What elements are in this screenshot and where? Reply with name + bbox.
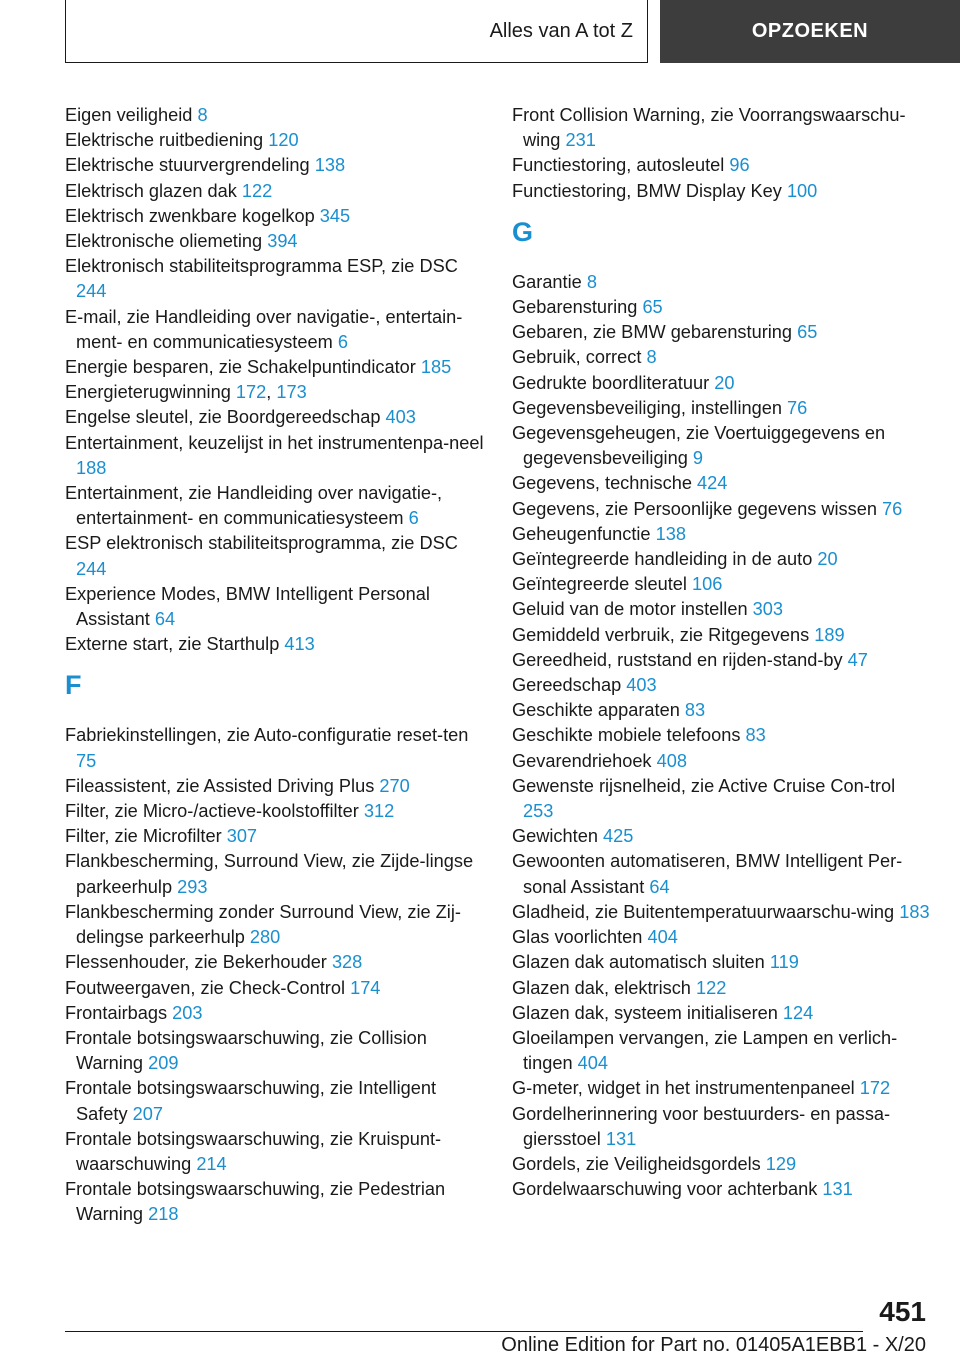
page-link[interactable]: 173	[276, 382, 307, 403]
index-entry	[65, 1001, 485, 1026]
index-entry	[65, 900, 485, 950]
index-term: Geluid van de motor instellen	[512, 599, 748, 620]
page-link[interactable]: 403	[626, 675, 657, 696]
index-entry	[512, 774, 930, 824]
index-term: Gordelherinnering voor bestuurders- en passa-giersstoel	[512, 1103, 891, 1149]
page-link[interactable]: 75	[76, 750, 97, 771]
index-entry	[65, 723, 485, 773]
index-term: Filter, zie Microfilter	[65, 826, 222, 847]
index-entry	[65, 103, 485, 128]
index-term: Energieterugwinning	[65, 382, 231, 403]
index-term: Experience Modes, BMW Intelligent Personal Assistant	[65, 583, 430, 630]
index-term: Flankbescherming zonder Surround View, zie Zij-delingse parkeerhulp	[65, 901, 461, 948]
page-link[interactable]: 404	[647, 927, 678, 948]
index-entry	[65, 632, 485, 657]
index-entry	[65, 355, 485, 380]
page-link[interactable]: 64	[154, 609, 176, 630]
page-header	[65, 0, 960, 64]
index-term: Functiestoring, BMW Display Key	[512, 180, 782, 201]
index-term: Gebarensturing	[512, 297, 638, 318]
page-link[interactable]: 185	[420, 357, 452, 378]
index-term: Gereedheid, ruststand en rijden-stand-by	[512, 649, 843, 670]
page-link[interactable]: 129	[765, 1153, 797, 1174]
page-link[interactable]: 106	[691, 574, 723, 595]
page-link[interactable]: 413	[284, 634, 315, 655]
index-entry	[512, 1026, 930, 1076]
page-link[interactable]: 174	[350, 977, 381, 998]
page-link[interactable]: 172	[859, 1078, 891, 1099]
index-term: Glazen dak automatisch sluiten	[512, 952, 765, 973]
page-link[interactable]: 244	[76, 281, 107, 302]
index-entry	[512, 925, 930, 950]
index-entry	[65, 976, 485, 1001]
index-entry	[512, 320, 930, 345]
page-link[interactable]: 65	[642, 297, 663, 318]
page-link[interactable]: 404	[577, 1053, 608, 1074]
page-link[interactable]: 214	[196, 1153, 227, 1174]
page-link[interactable]: 76	[787, 397, 808, 418]
page-link[interactable]: 183	[899, 901, 930, 922]
index-term: Gladheid, zie Buitentemperatuurwaarschu-wing	[512, 901, 895, 922]
page-link[interactable]: 270	[379, 775, 410, 796]
footer-text: Online Edition for Part no. 01405A1EBB1 - X/20	[501, 1334, 926, 1356]
page-link[interactable]: 425	[603, 826, 634, 847]
index-entry	[512, 572, 930, 597]
index-term: Geïntegreerde handleiding in de auto	[512, 549, 813, 570]
page-link[interactable]: 209	[148, 1053, 179, 1074]
index-entry	[65, 774, 485, 799]
page-number: 451	[879, 1296, 926, 1327]
index-term: Frontale botsingswaarschuwing, zie Intelligent Safety	[65, 1078, 437, 1124]
index-term: Flankbescherming, Surround View, zie Zijde-lingse parkeerhulp	[65, 851, 474, 897]
page-link[interactable]: 328	[331, 952, 363, 973]
page-link[interactable]: 8	[646, 347, 657, 368]
index-entry	[65, 431, 485, 481]
index-term: Gewenste rijsnelheid, zie Active Cruise Con-trol	[512, 775, 896, 796]
index-term: Gedrukte boordliteratuur	[512, 372, 710, 393]
index-entry	[512, 824, 930, 849]
index-entry	[512, 648, 930, 673]
index-entry	[512, 1102, 930, 1152]
index-term: Front Collision Warning, zie Voorrangswaarschu-wing	[512, 105, 906, 151]
index-term: Externe start, zie Starthulp	[65, 634, 280, 655]
index-term: Entertainment, zie Handleiding over navigatie-, entertainment- en communicatiesysteem	[65, 483, 443, 529]
index-entry	[65, 405, 485, 430]
index-entry	[65, 254, 485, 304]
index-term: Engelse sleutel, zie Boordgereedschap	[65, 407, 381, 428]
page-link[interactable]: 131	[605, 1128, 637, 1149]
page-link[interactable]: 9	[692, 448, 704, 469]
index-entry	[512, 396, 930, 421]
index-term: Glazen dak, systeem initialiseren	[512, 1002, 778, 1023]
index-term: Geschikte apparaten	[512, 700, 680, 721]
index-term: Geheugenfunctie	[512, 523, 651, 544]
page-link[interactable]: 424	[697, 473, 728, 494]
index-entry	[65, 1026, 485, 1076]
index-term: Elektronisch stabiliteitsprogramma ESP, zie DSC	[65, 256, 458, 277]
index-entry	[65, 305, 485, 355]
index-entry	[512, 103, 930, 153]
index-entry	[512, 522, 930, 547]
index-term: Gebruik, correct	[512, 347, 642, 368]
page-link[interactable]: 218	[148, 1204, 179, 1225]
page-link[interactable]: 138	[314, 155, 346, 176]
footer-divider	[65, 1331, 863, 1332]
page-link[interactable]: 8	[586, 271, 597, 292]
page-link[interactable]: 20	[817, 549, 838, 570]
page-link[interactable]: 394	[267, 231, 298, 252]
index-term: E-mail, zie Handleiding over navigatie-, entertain-ment- en communicatiesysteem	[65, 306, 463, 352]
index-entry	[512, 497, 930, 522]
index-entry	[512, 723, 930, 748]
index-term: Gegevensbeveiliging, instellingen	[512, 397, 782, 418]
index-entry	[65, 481, 485, 531]
index-term: Fileassistent, zie Assisted Driving Plus	[65, 775, 375, 796]
page-link[interactable]: 96	[729, 155, 750, 176]
index-entry: Energieterugwinning 172, 173	[65, 382, 307, 403]
index-entry	[512, 1177, 930, 1202]
index-term: Entertainment, keuzelijst in het instrumentenpa-neel	[65, 432, 484, 453]
index-term: Gordels, zie Veiligheidsgordels	[512, 1153, 761, 1174]
page-link[interactable]: 312	[363, 801, 395, 822]
index-term: Frontale botsingswaarschuwing, zie Kruispunt-waarschuwing	[65, 1128, 442, 1174]
index-term: Frontairbags	[65, 1002, 168, 1023]
tab-a-to-z[interactable]: Alles van A tot Z	[65, 0, 648, 63]
index-term: Gegevensgeheugen, zie Voertuiggegevens en gegevensbeveiliging	[512, 423, 886, 469]
index-entry	[512, 153, 930, 178]
index-term: Elektrische ruitbediening	[65, 130, 264, 151]
index-entry	[65, 1076, 485, 1126]
index-entry	[512, 597, 930, 622]
page-link[interactable]: 131	[822, 1179, 853, 1200]
page-link[interactable]: 6	[408, 508, 419, 529]
index-entry	[512, 673, 930, 698]
index-entry	[65, 1127, 485, 1177]
index-entry	[512, 749, 930, 774]
index-term: Elektrische stuurvergrendeling	[65, 155, 310, 176]
index-entry	[512, 421, 930, 471]
index-term: Fabriekinstellingen, zie Auto-configuratie reset-ten	[65, 725, 469, 746]
page-link[interactable]: 203	[172, 1002, 203, 1023]
index-term: Functiestoring, autosleutel	[512, 155, 725, 176]
page-link[interactable]: 303	[752, 599, 783, 620]
index-entry	[512, 900, 930, 925]
index-entry	[65, 950, 485, 975]
index-entry	[512, 345, 930, 370]
index-entry	[65, 128, 485, 153]
index-entry	[512, 849, 930, 899]
index-entry	[65, 1177, 485, 1227]
page-link[interactable]: 76	[882, 498, 903, 519]
index-entry	[512, 371, 930, 396]
index-term: Frontale botsingswaarschuwing, zie Collision Warning	[65, 1027, 427, 1074]
index-term: Glazen dak, elektrisch	[512, 977, 691, 998]
page-link[interactable]: 100	[786, 180, 818, 201]
index-entry	[512, 1152, 930, 1177]
page-link[interactable]: 6	[337, 331, 348, 352]
index-entry	[512, 623, 930, 648]
page-link[interactable]: 253	[523, 801, 554, 822]
index-entry	[512, 471, 930, 496]
page-link[interactable]: 20	[714, 372, 735, 393]
index-column-right	[512, 103, 930, 1202]
page-link[interactable]: 122	[241, 180, 273, 201]
section-letter: F	[65, 670, 82, 701]
index-term: G-meter, widget in het instrumentenpaneel	[512, 1078, 855, 1099]
index-entry	[512, 547, 930, 572]
tab-search[interactable]: OPZOEKEN	[660, 0, 960, 63]
index-entry	[65, 179, 485, 204]
page-link[interactable]: 120	[268, 130, 299, 151]
index-entry	[65, 582, 485, 632]
page-link[interactable]: 244	[76, 558, 107, 579]
index-term: Gevarendriehoek	[512, 750, 652, 771]
page-link[interactable]: 231	[565, 130, 596, 151]
index-entry	[65, 849, 485, 899]
index-term: Eigen veiligheid	[65, 105, 193, 125]
index-entry	[65, 153, 485, 178]
page-link[interactable]: 138	[655, 523, 686, 544]
page-link[interactable]: 119	[769, 952, 799, 973]
index-term: Gloeilampen vervangen, zie Lampen en verlich-tingen	[512, 1027, 898, 1074]
page-link[interactable]: 64	[649, 876, 670, 897]
index-term: Foutweergaven, zie Check-Control	[65, 977, 346, 998]
index-entry	[65, 229, 485, 254]
index-entry	[512, 950, 930, 975]
index-entry	[512, 1001, 930, 1026]
page-link[interactable]: 83	[745, 725, 766, 746]
page-link[interactable]: 122	[696, 977, 727, 998]
page-link[interactable]: 8	[197, 105, 208, 125]
index-entry	[65, 204, 485, 229]
page-link[interactable]: 280	[249, 927, 281, 948]
index-term: Energie besparen, zie Schakelpuntindicator	[65, 357, 416, 378]
index-term: ESP elektronisch stabiliteitsprogramma, zie DSC	[65, 533, 458, 554]
page-link[interactable]: 403	[385, 407, 416, 428]
index-entry	[512, 179, 930, 204]
index-term: Glas voorlichten	[512, 927, 643, 948]
page-link[interactable]: 293	[177, 876, 208, 897]
index-column-left	[65, 103, 485, 1228]
index-entry	[512, 1076, 930, 1101]
index-entry	[512, 976, 930, 1001]
index-term: Gegevens, technische	[512, 473, 692, 494]
page-link[interactable]: 65	[797, 322, 818, 343]
index-term: Elektrisch zwenkbare kogelkop	[65, 205, 315, 226]
index-entry	[65, 531, 485, 581]
index-term: Frontale botsingswaarschuwing, zie Pedestrian Warning	[65, 1179, 446, 1225]
page-link[interactable]: 345	[319, 205, 351, 226]
index-entry	[512, 698, 930, 723]
index-entry	[65, 799, 485, 824]
index-term: Gegevens, zie Persoonlijke gegevens wissen	[512, 498, 877, 519]
index-term: Filter, zie Micro-/actieve-koolstoffilter	[65, 801, 359, 822]
page-link[interactable]: 408	[656, 750, 687, 771]
page-link[interactable]: 83	[684, 700, 706, 721]
page-link[interactable]: 188	[76, 457, 107, 478]
index-term: Geïntegreerde sleutel	[512, 574, 687, 595]
index-entry	[512, 295, 930, 320]
index-term: Gereedschap	[512, 675, 622, 696]
index-term: Garantie	[512, 271, 582, 292]
page-link[interactable]: 172	[235, 382, 267, 403]
page-link[interactable]: 207	[132, 1103, 163, 1124]
index-term: Elektrisch glazen dak	[65, 180, 237, 201]
section-letter: G	[512, 216, 534, 247]
page-link[interactable]: 124	[782, 1002, 814, 1023]
page-link[interactable]: 307	[226, 826, 258, 847]
index-term: Gebaren, zie BMW gebarensturing	[512, 322, 793, 343]
page-link[interactable]: 189	[814, 624, 845, 645]
index-term: Gemiddeld verbruik, zie Ritgegevens	[512, 624, 810, 645]
index-entry	[65, 824, 485, 849]
index-term: Flessenhouder, zie Bekerhouder	[65, 952, 327, 973]
index-term: Gewoonten automatiseren, BMW Intelligent Per-sonal Assistant	[512, 851, 903, 897]
index-entry	[512, 270, 930, 295]
page-link[interactable]: 47	[847, 649, 868, 670]
index-term: Gewichten	[512, 826, 598, 847]
index-term: Elektronische oliemeting	[65, 231, 263, 252]
index-term: Gordelwaarschuwing voor achterbank	[512, 1179, 818, 1200]
index-term: Geschikte mobiele telefoons	[512, 725, 741, 746]
